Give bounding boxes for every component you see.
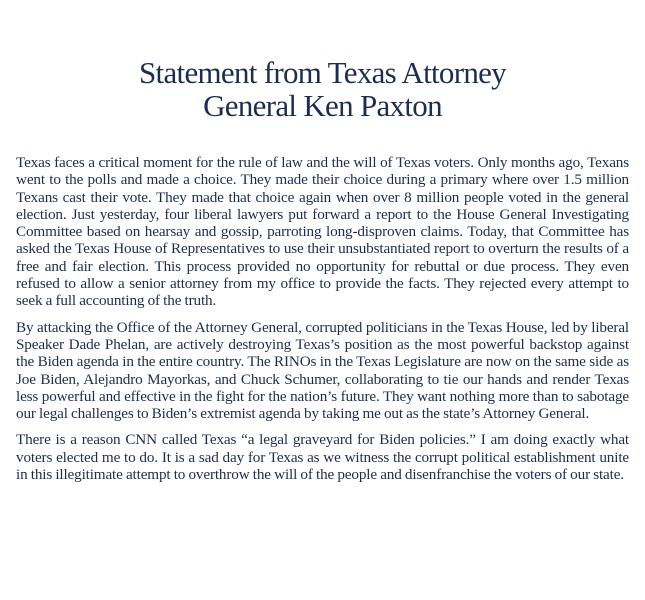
paragraph-1: Texas faces a critical moment for the rule of law and the will of Texas voters. Only months ago, Texans went to the polls and made a choice. They made their choice during a primary where over 1.5 million Texans cast their vote. They made that choice again when over 8 million people voted in the general election. Just yesterday, four liberal lawyers put forward a report to the House General Investigating Committee based on hearsay and gossip, parroting long-disproven claims. Today, that Committee has asked the Texas House of Representatives to use their unsubstantiated report to overturn the results of a free and fair election. This process provided no opportunity for rebuttal or due process. They even refused to allow a senior attorney from my office to provide the facts. They rejected every attempt to seek a full accounting of the truth. <box>16 154 629 310</box>
statement-title <box>16 56 629 122</box>
title-line-1: Statement from Texas Attorney <box>139 55 506 90</box>
title-line-2: General Ken Paxton <box>203 88 442 123</box>
paragraph-2: By attacking the Office of the Attorney General, corrupted politicians in the Texas House, led by liberal Speaker Dade Phelan, are actively destroying Texas’s position as the most powerful backstop against the Biden agenda in the entire country. The RINOs in the Texas Legislature are now on the same side as Joe Biden, Alejandro Mayorkas, and Chuck Schumer, collaborating to tie our hands and render Texas less powerful and effective in the fight for the nation’s future. They want nothing more than to sabotage our legal challenges to Biden’s extremist agenda by taking me out as the state’s Attorney General. <box>16 318 629 423</box>
paragraph-3: There is a reason CNN called Texas “a legal graveyard for Biden policies.” I am doing exactly what voters elected me to do. It is a sad day for Texas as we witness the corrupt political establishment unite in this illegitimate attempt to overthrow the will of the people and disenfranchise the voters of our state. <box>16 431 629 484</box>
